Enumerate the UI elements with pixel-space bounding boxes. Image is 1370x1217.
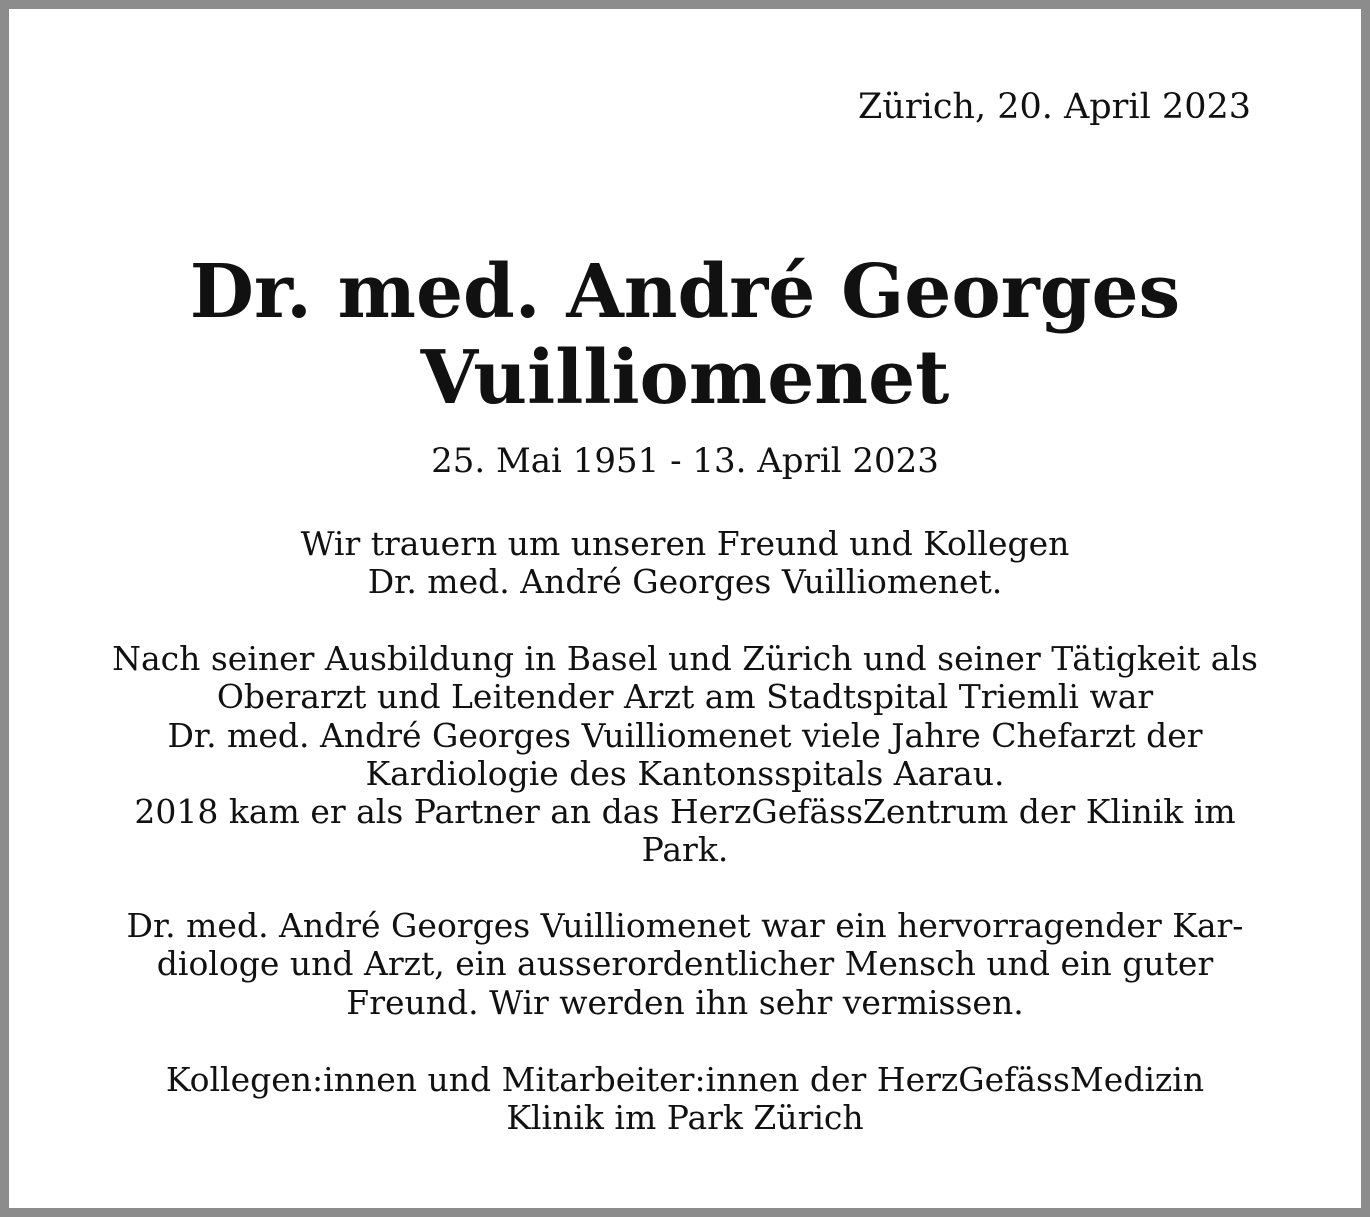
text-line: Dr. med. André Georges Vuilliomenet war ein hervorragender Kar-: [126, 906, 1244, 945]
text-line: Dr. med. André Georges Vuilliomenet.: [367, 562, 1003, 602]
place-date: Zürich, 20. April 2023: [858, 87, 1251, 127]
lifespan-dates: 25. Mai 1951 - 13. April 2023: [431, 441, 939, 481]
career-paragraph: [9, 640, 1361, 870]
text-line: Park.: [641, 830, 729, 870]
text-line: diologe und Arzt, ein ausserordentlicher Mensch und ein guter: [156, 944, 1214, 984]
text-line: Nach seiner Ausbildung in Basel und Zürich und seiner Tätigkeit als: [112, 639, 1258, 678]
obituary-page: [9, 9, 1361, 1208]
deceased-name-line-1: Dr. med. André Georges: [189, 249, 1181, 335]
text-line: Kollegen:innen und Mitarbeiter:innen der HerzGefässMedizin: [165, 1060, 1205, 1099]
deceased-name-line-2: Vuilliomenet: [420, 335, 950, 421]
signature-paragraph: [9, 1061, 1361, 1138]
text-line: Oberarzt und Leitender Arzt am Stadtspital Triemli war: [216, 677, 1154, 717]
mourning-paragraph: [9, 525, 1361, 602]
tribute-paragraph: [9, 907, 1361, 1022]
text-line: Dr. med. André Georges Vuilliomenet viele Jahre Chefarzt der: [167, 715, 1203, 755]
text-line: 2018 kam er als Partner an das HerzGefässZentrum der Klinik im: [134, 792, 1236, 832]
text-line: Klinik im Park Zürich: [506, 1098, 864, 1138]
text-line: Wir trauern um unseren Freund und Kollegen: [300, 524, 1070, 563]
text-line: Freund. Wir werden ihn sehr vermissen.: [346, 982, 1024, 1022]
text-line: Kardiologie des Kantonsspitals Aarau.: [365, 753, 1005, 793]
deceased-name: [9, 249, 1361, 421]
